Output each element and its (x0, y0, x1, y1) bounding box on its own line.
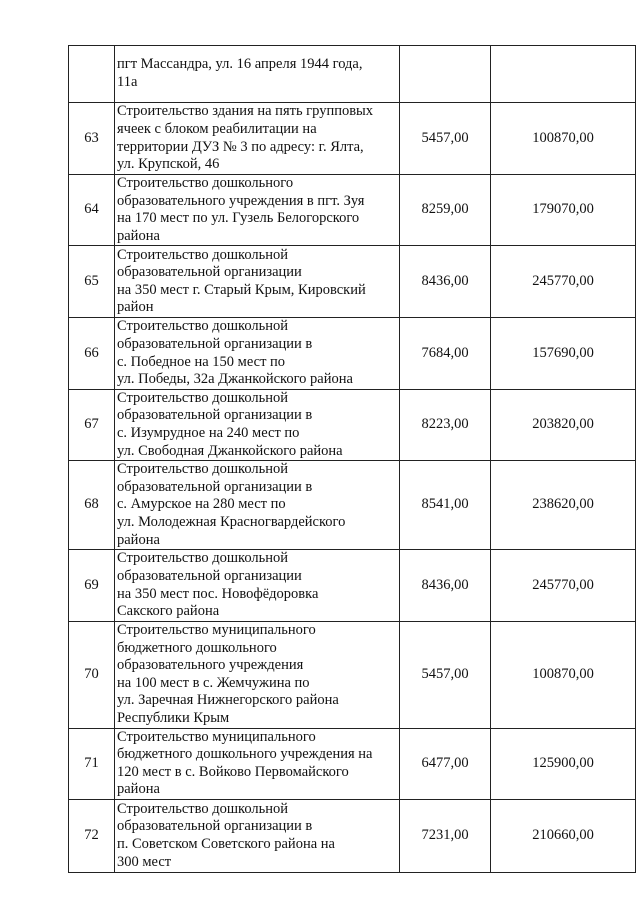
table-row (69, 550, 636, 622)
value-b: 100870,00 (491, 622, 636, 729)
table-row (69, 246, 636, 318)
object-name: Строительство дошкольной образовательной организации на 350 мест пос. Новофёдоровка Сакского района (117, 550, 319, 620)
value-a: 7231,00 (400, 800, 491, 873)
value-a: 8223,00 (400, 389, 491, 460)
row-number: 63 (69, 103, 115, 175)
value-a: 8541,00 (400, 461, 491, 550)
value-b: 238620,00 (491, 461, 636, 550)
object-name: Строительство муниципального бюджетного дошкольного учреждения на 120 мест в с. Войково Первомайского района (117, 728, 373, 798)
value-b: 245770,00 (491, 550, 636, 622)
table-row (69, 103, 636, 175)
value-b: 179070,00 (491, 175, 636, 246)
object-name: Строительство муниципального бюджетного дошкольного образовательного учреждения на 100 мест в с. Жемчужина по ул. Заречная Нижнегорского района Республики Крым (117, 622, 339, 727)
value-a: 6477,00 (400, 728, 491, 799)
row-number: 68 (69, 461, 115, 550)
row-number: 69 (69, 550, 115, 622)
value-a (400, 46, 491, 103)
object-name: Строительство дошкольной образовательной организации в с. Победное на 150 мест по ул. Победы, 32а Джанкойского района (117, 318, 353, 388)
object-name: Строительство дошкольной образовательной организации в с. Изумрудное на 240 мест по ул. Свободная Джанкойского района (117, 389, 343, 459)
objects-table (68, 45, 636, 873)
object-name: пгт Массандра, ул. 16 апреля 1944 года, 11а (117, 56, 363, 90)
value-b: 210660,00 (491, 800, 636, 873)
object-name: Строительство дошкольной образовательной организации в с. Амурское на 280 мест по ул. Молодежная Красногвардейского района (117, 461, 346, 548)
value-b (491, 46, 636, 103)
row-number: 71 (69, 728, 115, 799)
value-b: 157690,00 (491, 318, 636, 389)
object-name: Строительство дошкольной образовательной организации на 350 мест г. Старый Крым, Кировский район (117, 246, 366, 316)
value-a: 7684,00 (400, 318, 491, 389)
row-number: 64 (69, 175, 115, 246)
row-number: 72 (69, 800, 115, 873)
table-row (69, 800, 636, 873)
table-row (69, 175, 636, 246)
table-row (69, 318, 636, 389)
value-b: 100870,00 (491, 103, 636, 175)
value-b: 245770,00 (491, 246, 636, 318)
value-a: 8259,00 (400, 175, 491, 246)
row-number: 67 (69, 389, 115, 460)
value-b: 125900,00 (491, 728, 636, 799)
value-b: 203820,00 (491, 389, 636, 460)
value-a: 5457,00 (400, 622, 491, 729)
table-row (69, 461, 636, 550)
object-name: Строительство дошкольного образовательного учреждения в пгт. Зуя на 170 мест по ул. Гузель Белогорского района (117, 175, 365, 244)
table-row (69, 46, 636, 103)
table-row (69, 389, 636, 460)
table-row (69, 728, 636, 799)
row-number: 66 (69, 318, 115, 389)
value-a: 8436,00 (400, 246, 491, 318)
row-number (69, 46, 115, 103)
table-row (69, 622, 636, 729)
object-name: Строительство здания на пять групповых ячеек с блоком реабилитации на территории ДУЗ № 3 по адресу: г. Ялта, ул. Крупской, 46 (117, 103, 374, 173)
row-number: 65 (69, 246, 115, 318)
row-number: 70 (69, 622, 115, 729)
value-a: 8436,00 (400, 550, 491, 622)
object-name: Строительство дошкольной образовательной организации в п. Советском Советского района на 300 мест (117, 800, 335, 870)
value-a: 5457,00 (400, 103, 491, 175)
